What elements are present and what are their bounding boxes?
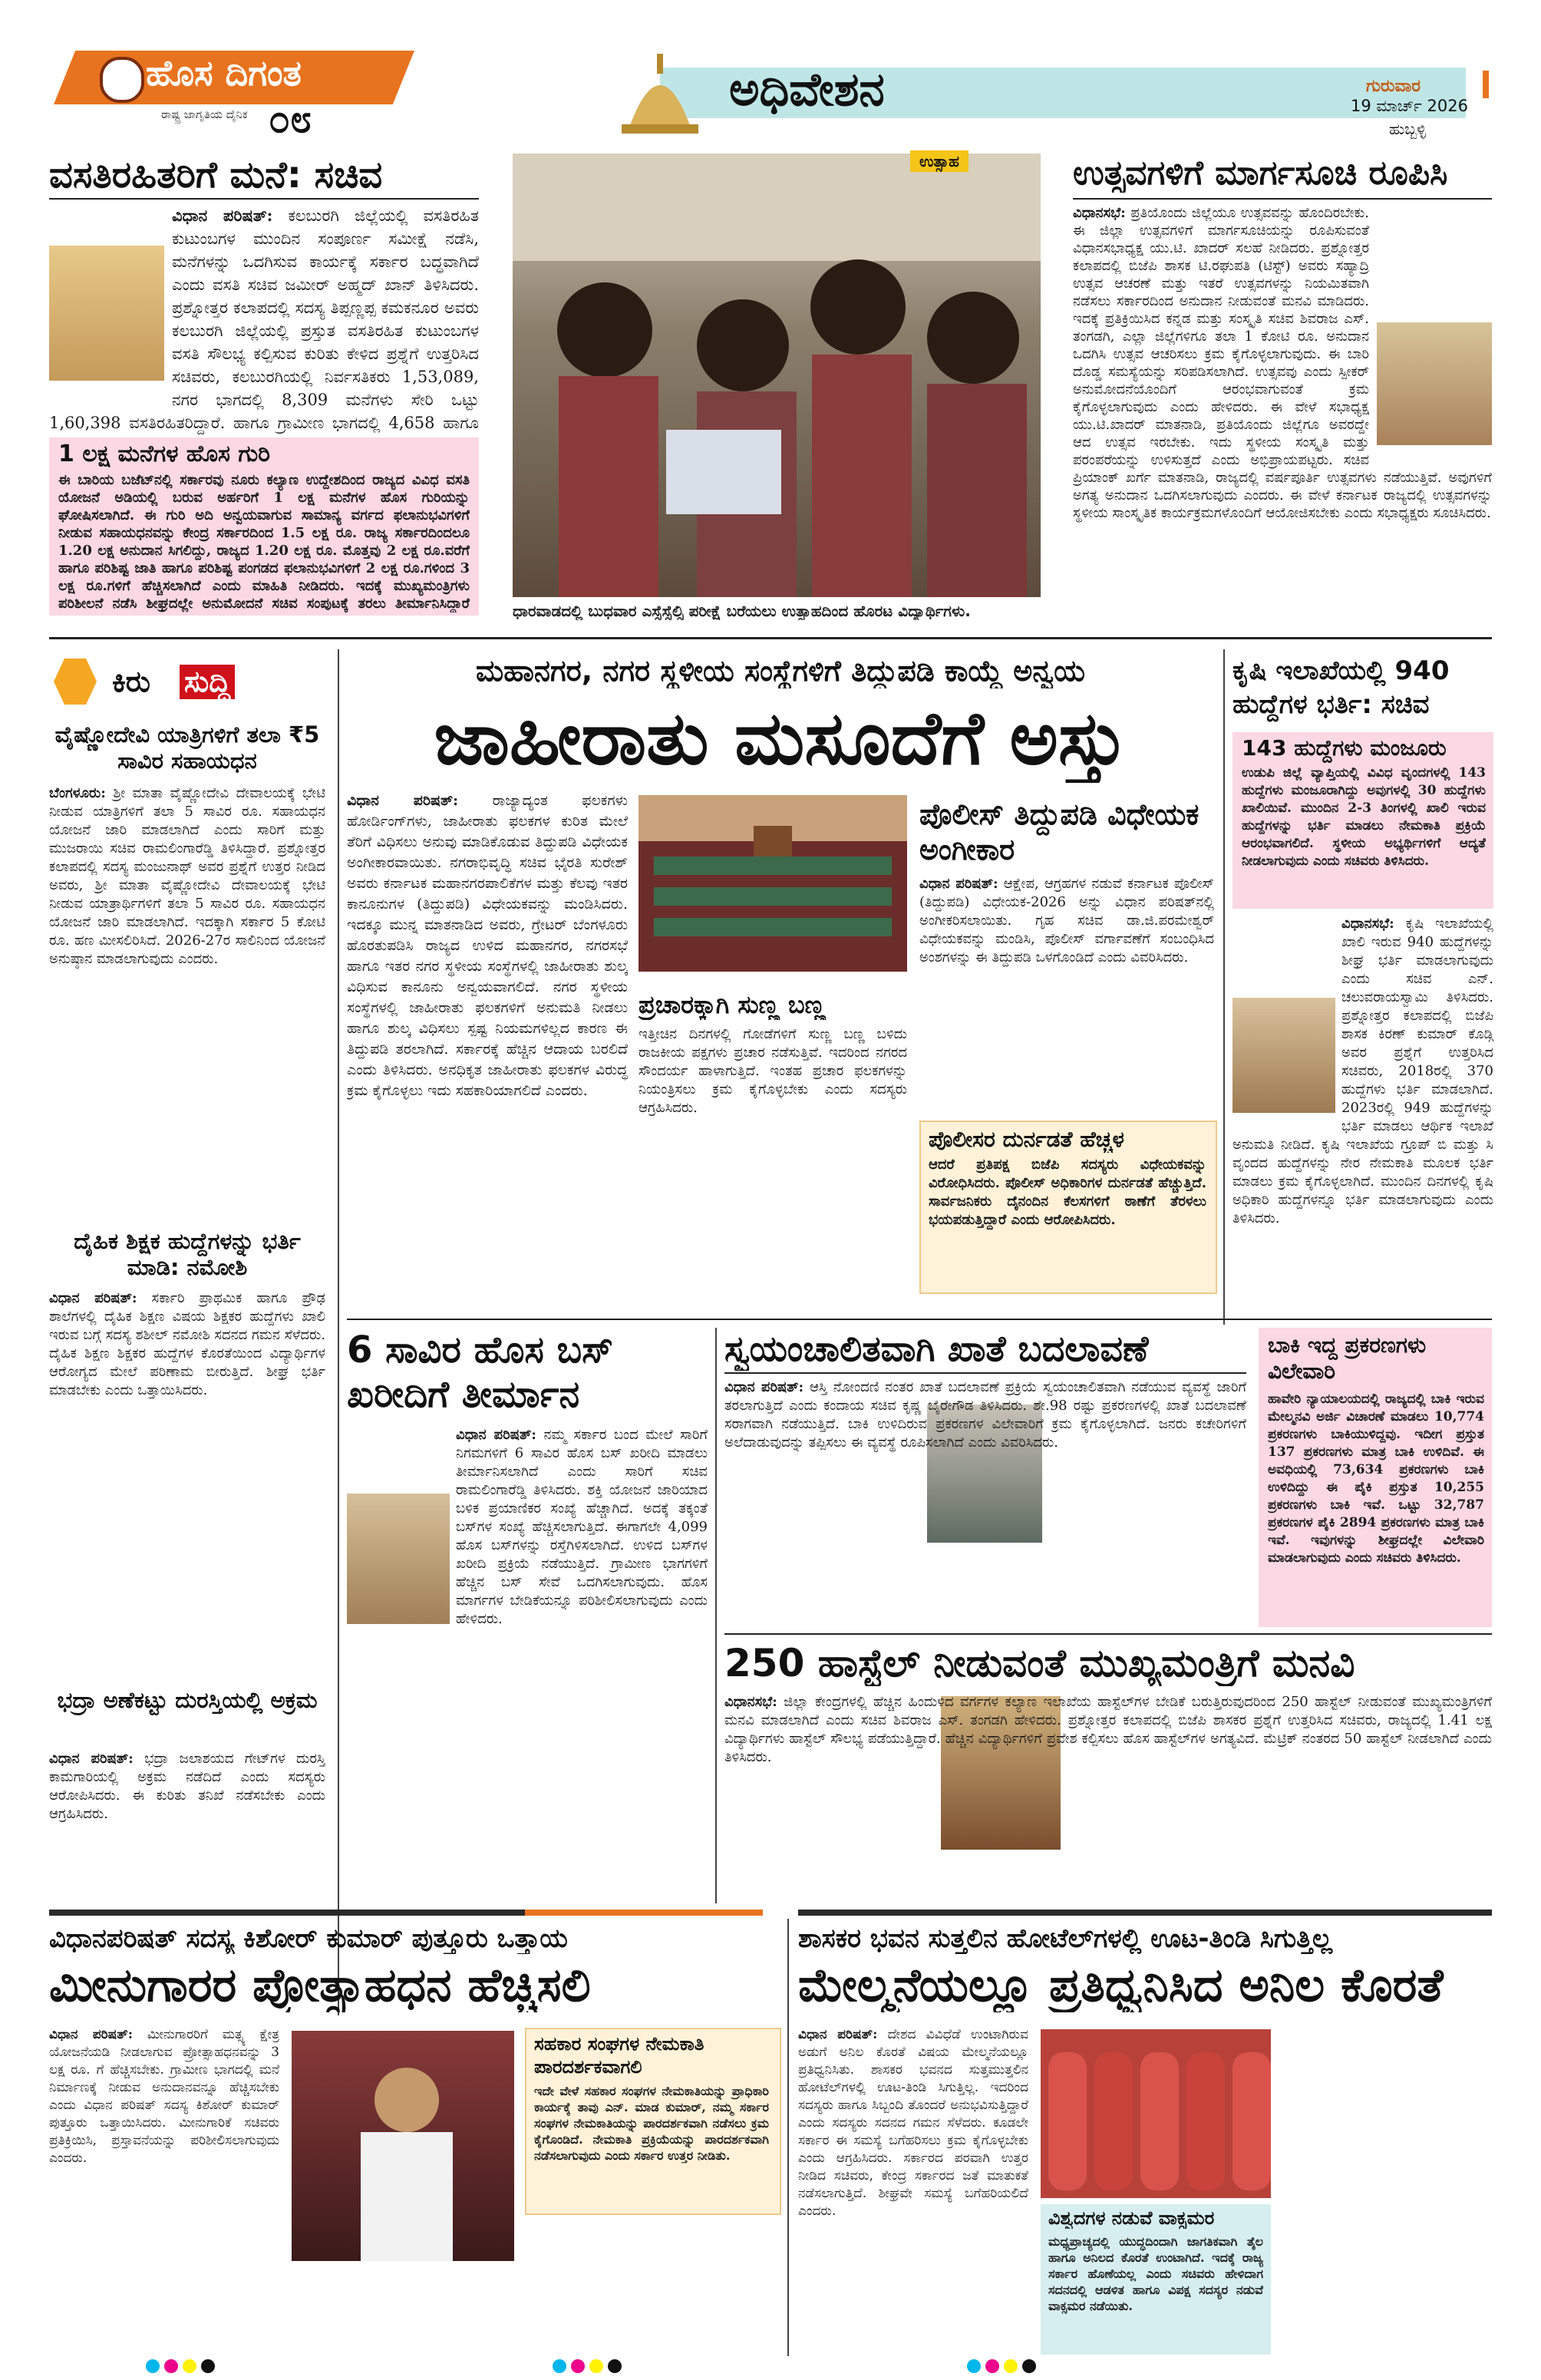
kirusuddi-badge (49, 654, 279, 709)
lead-headline: ಜಾಹೀರಾತು ಮಸೂದೆಗೆ ಅಸ್ತು (434, 695, 1127, 781)
hotel-box-text: ಮಧ್ಯಪ್ರಾಚ್ಯದಲ್ಲಿ ಯುದ್ಧದಿಂದಾಗಿ ಜಾಗತಿಕವಾಗಿ ತೈಲ ಹಾಗೂ ಅನಿಲದ ಕೊರತೆ ಉಂಟಾಗಿದೆ. ಇದಕ್ಕೆ ರಾಜ್ಯ ಸರ್ಕಾರ ಹೊಣೆಯಲ್ಲ ಎಂದು ಸಚಿವರು ಹೇಳಿದಾಗ ಸದನದಲ್ಲಿ ಆಡಳಿತ ಹಾಗೂ ವಿಪಕ್ಷ ಸದಸ್ಯರ ನಡುವೆ ವಾಕ್ಸಮರ ನಡೆಯಿತು. (1048, 2234, 1263, 2313)
kirusuddi-title-b: ಸುದ್ದಿ (180, 665, 235, 699)
festivals-headline: ಉತ್ಸವಗಳಿಗೆ ಮಾರ್ಗಸೂಚಿ ರೂಪಿಸಿ (1073, 153, 1448, 193)
lead-sub1: ಪೊಲೀಸ್ ತಿದ್ದುಪಡಿ ವಿಧೇಯಕ ಅಂಗೀಕಾರ (919, 797, 1199, 867)
page-number: ೦೮ (269, 97, 312, 141)
kirusuddi-b3: ವಿಧಾನ ಪರಿಷತ್: ಭದ್ರಾ ಜಲಾಶಯದ ಗೇಟ್‌ಗಳ ದುರಸ್ತಿ ಕಾಮಗಾರಿಯಲ್ಲಿ ಅಕ್ರಮ ನಡೆದಿದೆ ಎಂದು ಸದಸ್ಯರು ಆರೋಪಿಸಿದರು. ಈ ಕುರಿತು ತನಿಖೆ ನಡೆಸಬೇಕು ಎಂದು ಆಗ್ರಹಿಸಿದರು. (49, 1751, 325, 1822)
transfer-body: ವಿಧಾನ ಪರಿಷತ್: ಆಸ್ತಿ ನೋಂದಣಿ ನಂತರ ಖಾತೆ ಬದಲಾವಣೆ ಪ್ರಕ್ರಿಯೆ ಸ್ವಯಂಚಾಲಿತವಾಗಿ ನಡೆಯುವ ವ್ಯವಸ್ಥೆ ಜಾರಿಗೆ ತರಲಾಗುತ್ತಿದೆ ಎಂದು ಕಂದಾಯ ಸಚಿವ ಕೃಷ್ಣ ಬೈರೇಗೌಡ ತಿಳಿಸಿದರು. ಶೇ.98 ರಷ್ಟು ಪ್ರಕರಣಗಳಲ್ಲಿ ಖಾತೆ ಬದಲಾವಣೆ ಸರಾಗವಾಗಿ ನಡೆಯುತ್ತಿದೆ. ಬಾಕಿ ಉಳಿದಿರುವ ಪ್ರಕರಣಗಳ ವಿಲೇವಾರಿಗೆ ಕ್ರಮ ಕೈಗೊಳ್ಳಲಾಗಿದೆ. ಜನರು ಕಚೇರಿಗಳಿಗೆ ಅಲೆದಾಡುವುದನ್ನು ತಪ್ಪಿಸಲು ಈ ವ್ಯವಸ್ಥೆ ರೂಪಿಸಲಾಗಿದೆ ಎಂದು ವಿವರಿಸಿದರು. (724, 1379, 1246, 1451)
fish-box-text: ಇದೇ ವೇಳೆ ಸಹಕಾರ ಸಂಘಗಳ ನೇಮಕಾತಿಯನ್ನು ಪ್ರಾಧಿಕಾರಿ ಕಾರ್ಯಕ್ಕೆ ತಾವು ಎನ್. ಮಾಡ ಕುಮಾರ್, ನಮ್ಮ ಸರ್ಕಾರ ಸಂಘಗಳ ನೇಮಕಾತಿಯನ್ನು ಪಾರದರ್ಶಕವಾಗಿ ನಡೆಸಲು ಕ್ರಮ ಕೈಗೊಂಡಿದೆ. ನೇಮಕಾತಿ ಪ್ರಕ್ರಿಯೆಯನ್ನು ಪಾರದರ್ಶಕವಾಗಿ ನಡೆಸಲಾಗುವುದು ಎಂದು ಸರ್ಕಾರ ಉತ್ತರ ನೀಡಿತು. (534, 2084, 769, 2163)
row4-bar-left (49, 1910, 525, 1916)
fish-box-title: ಸಹಕಾರ ಸಂಘಗಳ ನೇಮಕಾತಿ ಪಾರದರ್ಶಕವಾಗಲಿ (534, 2033, 705, 2078)
housing-dateline: ವಿಧಾನ ಪರಿಷತ್: (172, 206, 273, 225)
lead-body: ವಿಧಾನ ಪರಿಷತ್: ರಾಜ್ಯಾದ್ಯಂತ ಫಲಕಗಳು ಹೋರ್ಡಿಂಗ್‌ಗಳು, ಜಾಹೀರಾತು ಫಲಕಗಳ ಕುರಿತ ಮೇಲೆ ತೆರಿಗೆ ವಿಧಿಸಲು ಅನುವು ಮಾಡಿಕೊಡುವ ತಿದ್ದುಪಡಿ ವಿಧೇಯಕ ಅಂಗೀಕಾರವಾಯಿತು. ನಗರಾಭಿವೃದ್ಧಿ ಸಚಿವ ಭೈರತಿ ಸುರೇಶ್ ಅವರು ಕರ್ನಾಟಕ ಮಹಾನಗರಪಾಲಿಕೆಗಳ ಮತ್ತು ಕೆಲವು ಇತರ ಕಾನೂನುಗಳ (ತಿದ್ದುಪಡಿ) ವಿಧೇಯಕವನ್ನು ಮಂಡಿಸಿದರು. ಇದಕ್ಕೂ ಮುನ್ನ ಮಾತನಾಡಿದ ಅವರು, ಗ್ರೇಟರ್ ಬೆಂಗಳೂರು ಹೊರತುಪಡಿಸಿ ರಾಜ್ಯದ ಉಳಿದ ಮಹಾನಗರ, ನಗರಸಭೆ ಹಾಗೂ ಇತರ ನಗರ ಸ್ಥಳೀಯ ಸಂಸ್ಥೆಗಳಲ್ಲಿ ಜಾಹೀರಾತು ಶುಲ್ಕ ವಿಧಿಸುವ ಕಾನೂನು ಅನ್ವಯವಾಗಲಿದೆ. ನಗರ ಸ್ಥಳೀಯ ಸಂಸ್ಥೆಗಳಲ್ಲಿ ಜಾಹೀರಾತು ಫಲಕಗಳಿಗೆ ಅನುಮತಿ ನೀಡಲು ಹಾಗೂ ಶುಲ್ಕ ವಿಧಿಸಲು ಸ್ಪಷ್ಟ ನಿಯಮಗಳಿಲ್ಲದ ಕಾರಣ ಈ ತಿದ್ದುಪಡಿ ತರಲಾಗಿದೆ. ಸರ್ಕಾರಕ್ಕೆ ಹೆಚ್ಚಿನ ಆದಾಯ ಬರಲಿದೆ ಎಂದು ತಿಳಿಸಿದರು. ಅನಧಿಕೃತ ಜಾಹೀರಾತು ಫಲಕಗಳ ವಿರುದ್ಧ ಕ್ರಮ ಕೈಗೊಳ್ಳಲು ಇದು ಸಹಕಾರಿಯಾಗಲಿದೆ ಎಂದರು. (347, 792, 628, 1099)
lead-sub2: ಪ್ರಚಾರಕ್ಕಾಗಿ ಸುಣ್ಣ ಬಣ್ಣ (639, 990, 826, 1019)
photo-caption: ಧಾರವಾಡದಲ್ಲಿ ಬುಧವಾರ ಎಸ್ಸೆಸ್ಸೆಲ್ಸಿ ಪರೀಕ್ಷೆ ಬರೆಯಲು ಉತ್ಸಾಹದಿಂದ ಹೊರಟ ವಿದ್ಯಾರ್ಥಿಗಳು. (513, 602, 971, 620)
registration-marks-center (553, 2359, 626, 2376)
hotel-headline: ಮೇಲ್ಮನೆಯಲ್ಲೂ ಪ್ರತಿಧ್ವನಿಸಿದ ಅನಿಲ ಕೊರತೆ (798, 1959, 1444, 2012)
assembly-photo (639, 795, 907, 972)
hostel-body: ವಿಧಾನಸಭೆ: ಜಿಲ್ಲಾ ಕೇಂದ್ರಗಳಲ್ಲಿ ಹೆಚ್ಚಿನ ಹಿಂದುಳಿದ ವರ್ಗಗಳ ಕಲ್ಯಾಣ ಇಲಾಖೆಯ ಹಾಸ್ಟೆಲ್‌ಗಳ ಬೇಡಿಕೆ ಬರುತ್ತಿರುವುದರಿಂದ 250 ಹಾಸ್ಟೆಲ್ ನೀಡುವಂತೆ ಮುಖ್ಯಮಂತ್ರಿಗಳಿಗೆ ಮನವಿ ಮಾಡಲಾಗಿದೆ ಎಂದು ಸಚಿವ ಶಿವರಾಜ ಎಸ್. ತಂಗಡಗಿ ಹೇಳಿದರು. ಪ್ರಶ್ನೋತ್ತರ ಕಲಾಪದಲ್ಲಿ ಬಿಜೆಪಿ ಶಾಸಕರ ಪ್ರಶ್ನೆಗೆ ಉತ್ತರಿಸಿದ ಸಚಿವರು, ರಾಜ್ಯದಲ್ಲಿ 1.41 ಲಕ್ಷ ವಿದ್ಯಾರ್ಥಿಗಳು ಹಾಸ್ಟೆಲ್ ಸೌಲಭ್ಯ ಪಡೆಯುತ್ತಿದ್ದಾರೆ. ಹೆಚ್ಚಿನ ವಿದ್ಯಾರ್ಥಿಗಳಿಗೆ ಪ್ರವೇಶ ಕಲ್ಪಿಸಲು ಹೊಸ ಹಾಸ್ಟೆಲ್‌ಗಳ ಅಗತ್ಯವಿದೆ. ಮೆಟ್ರಿಕ್ ನಂತರದ 50 ಹಾಸ್ಟೆಲ್ ನೀಡಲಾಗಿದೆ ಎಂದು ತಿಳಿಸಿದರು. (724, 1694, 1492, 1765)
lead-sub3-body: ಆದರೆ ಪ್ರತಿಪಕ್ಷ ಬಿಜೆಪಿ ಸದಸ್ಯರು ವಿಧೇಯಕವನ್ನು ವಿರೋಧಿಸಿದರು. ಪೊಲೀಸ್ ಅಧಿಕಾರಿಗಳ ದುರ್ನಡತೆ ಹೆಚ್ಚುತ್ತಿದೆ. ಸಾರ್ವಜನಿಕರು ದೈನಂದಿನ ಕೆಲಸಗಳಿಗೆ ಠಾಣೆಗೆ ತೆರಳಲು ಭಯಪಡುತ್ತಿದ್ದಾರೆ ಎಂದು ಆರೋಪಿಸಿದರು. (929, 1157, 1206, 1228)
row4-bar-left-accent (525, 1910, 763, 1916)
bus-body: ವಿಧಾನ ಪರಿಷತ್: ನಮ್ಮ ಸರ್ಕಾರ ಬಂದ ಮೇಲೆ ಸಾರಿಗೆ ನಿಗಮಗಳಿಗೆ 6 ಸಾವಿರ ಹೊಸ ಬಸ್ ಖರೀದಿ ಮಾಡಲು ತೀರ್ಮಾನಿಸಲಾಗಿದೆ ಎಂದು ಸಾರಿಗೆ ಸಚಿವ ರಾಮಲಿಂಗಾರೆಡ್ಡಿ ತಿಳಿಸಿದರು. ಶಕ್ತಿ ಯೋಜನೆ ಜಾರಿಯಾದ ಬಳಿಕ ಪ್ರಯಾಣಿಕರ ಸಂಖ್ಯೆ ಹೆಚ್ಚಾಗಿದೆ. ಅದಕ್ಕೆ ತಕ್ಕಂತೆ ಬಸ್‌ಗಳ ಸಂಖ್ಯೆ ಹೆಚ್ಚಿಸಲಾಗುತ್ತಿದೆ. ಈಗಾಗಲೇ 4,099 ಹೊಸ ಬಸ್‌ಗಳನ್ನು ರಸ್ತೆಗಿಳಿಸಲಾಗಿದೆ. ಉಳಿದ ಬಸ್‌ಗಳ ಖರೀದಿ ಪ್ರಕ್ರಿಯೆ ನಡೆಯುತ್ತಿದೆ. ಗ್ರಾಮೀಣ ಭಾಗಗಳಿಗೆ ಹೆಚ್ಚಿನ ಬಸ್ ಸೇವೆ ಒದಗಿಸಲಾಗುವುದು. ಹೊಸ ಮಾರ್ಗಗಳ ಬೇಡಿಕೆಯನ್ನೂ ಪರಿಶೀಲಿಸಲಾಗುವುದು ಎಂದು ಹೇಳಿದರು. (456, 1427, 708, 1627)
brand-emblem-icon (100, 57, 144, 103)
housing-box-title: 1 ಲಕ್ಷ ಮನೆಗಳ ಹೊಸ ಗುರಿ (58, 441, 270, 467)
agri-box-title: 143 ಹುದ್ದೆಗಳು ಮಂಜೂರು (1242, 735, 1447, 761)
students-photo (513, 153, 1041, 597)
kirusuddi-b1: ಬೆಂಗಳೂರು: ಶ್ರೀ ಮಾತಾ ವೈಷ್ಣೋದೇವಿ ದೇವಾಲಯಕ್ಕೆ ಭೇಟಿ ನೀಡುವ ಯಾತ್ರಿಗಳಿಗೆ ತಲಾ 5 ಸಾವಿರ ರೂ. ಸಹಾಯಧನ ಯೋಜನೆ ಜಾರಿ ಮಾಡಲಾಗಿದೆ ಎಂದು ಸಾರಿಗೆ ಮತ್ತು ಮುಜರಾಯಿ ಸಚಿವ ರಾಮಲಿಂಗಾರೆಡ್ಡಿ ತಿಳಿಸಿದ್ದಾರೆ. ಪ್ರಶ್ನೋತ್ತರ ಕಲಾಪದಲ್ಲಿ ಸದಸ್ಯ ಮಂಜುನಾಥ್ ಅವರ ಪ್ರಶ್ನೆಗೆ ಉತ್ತರ ನೀಡಿದ ಅವರು, ಶ್ರೀ ಮಾತಾ ವೈಷ್ಣೋದೇವಿ ದೇವಾಲಯಕ್ಕೆ ಭೇಟಿ ನೀಡುವ ಯಾತ್ರಾರ್ಥಿಗಳಿಗೆ ತಲಾ 5 ಸಾವಿರ ರೂ. ಸಹಾಯಧನ ಯೋಜನೆ ಜಾರಿ ಮಾಡಲಾಗಿದೆ. ಇದಕ್ಕಾಗಿ ಸರ್ಕಾರ 5 ಕೋಟಿ ರೂ. ಹಣ ಮೀಸಲಿರಿಸಿದೆ. 2026-27ರ ಸಾಲಿನಿಂದ ಯೋಜನೆ ಅನುಷ್ಠಾನ ಮಾಡಲಾಗುವುದು ಎಂದರು. (49, 785, 325, 967)
day-label: ಗುರುವಾರ (1366, 77, 1421, 96)
fish-headline: ಮೀನುಗಾರರ ಪ್ರೋತ್ಸಾಹಧನ ಹೆಚ್ಚಿಸಲಿ (49, 1959, 591, 2012)
kirusuddi-title-a: ಕಿರು (112, 665, 150, 698)
date-label: 19 ಮಾರ್ಚ್ 2026 (1351, 97, 1468, 115)
dome-icon (614, 51, 706, 135)
housing-headline: ವಸತಿರಹಿತರಿಗೆ ಮನೆ: ಸಚಿವ (49, 153, 383, 196)
minister-speaking-photo (292, 2031, 514, 2261)
brand-tagline: ರಾಷ್ಟ್ರ ಜಾಗೃತಿಯ ದೈನಿಕ (161, 107, 248, 121)
hotel-kicker: ಶಾಸಕರ ಭವನ ಸುತ್ತಲಿನ ಹೋಟೆಲ್‌ಗಳಲ್ಲಿ ಊಟ-ತಿಂಡಿ ಸಿಗುತ್ತಿಲ್ಲ (798, 1923, 1333, 1954)
registration-marks-left (146, 2359, 219, 2376)
section-title: ಅಧಿವೇಶನ (729, 63, 885, 117)
edge-marker (1483, 71, 1489, 98)
gas-cylinders-photo (1041, 2029, 1271, 2198)
agri-body: ವಿಧಾನಸಭೆ: ಕೃಷಿ ಇಲಾಖೆಯಲ್ಲಿ ಖಾಲಿ ಇರುವ 940 ಹುದ್ದೆಗಳನ್ನು ಶೀಘ್ರ ಭರ್ತಿ ಮಾಡಲಾಗುವುದು ಎಂದು ಸಚಿವ ಎನ್. ಚಲುವರಾಯಸ್ವಾಮಿ ತಿಳಿಸಿದರು. ಪ್ರಶ್ನೋತ್ತರ ಕಲಾಪದಲ್ಲಿ ಬಿಜೆಪಿ ಶಾಸಕ ಕಿರಣ್ ಕುಮಾರ್ ಕೊಡ್ಗಿ ಅವರ ಪ್ರಶ್ನೆಗೆ ಉತ್ತರಿಸಿದ ಸಚಿವರು, 2018ರಲ್ಲಿ 370 ಹುದ್ದೆಗಳು ಭರ್ತಿ ಮಾಡಲಾಗಿದೆ. 2023ರಲ್ಲಿ 949 ಹುದ್ದೆಗಳನ್ನು ಭರ್ತಿ ಮಾಡಲು ಆರ್ಥಿಕ ಇಲಾಖೆ ಅನುಮತಿ ನೀಡಿದೆ. ಕೃಷಿ ಇಲಾಖೆಯ ಗ್ರೂಪ್ ಬಿ ಮತ್ತು ಸಿ ವೃಂದದ ಹುದ್ದೆಗಳನ್ನು ನೇರ ನೇಮಕಾತಿ ಮೂಲಕ ಭರ್ತಿ ಮಾಡಲು ಕ್ರಮ ಕೈಗೊಳ್ಳಲಾಗಿದೆ. ಮುಂದಿನ ದಿನಗಳಲ್ಲಿ ಕೃಷಿ ಅಧಿಕಾರಿ ಹುದ್ದೆಗಳನ್ನೂ ಭರ್ತಿ ಮಾಡಲಾಗುವುದು ಎಂದು ತಿಳಿಸಿದರು. (1232, 916, 1493, 1226)
row4-bar-right (798, 1910, 1492, 1916)
hostel-headline: 250 ಹಾಸ್ಟೆಲ್ ನೀಡುವಂತೆ ಮುಖ್ಯಮಂತ್ರಿಗೆ ಮನವಿ (724, 1641, 1355, 1685)
transfer-headline: ಸ್ವಯಂಚಾಲಿತವಾಗಿ ಖಾತೆ ಬದಲಾವಣೆ (724, 1328, 1149, 1369)
hotel-box-title: ವಿಶ್ವದಗಳ ನಡುವೆ ವಾಕ್ಸಮರ (1048, 2207, 1215, 2229)
housing-box-text: ಈ ಬಾರಿಯ ಬಜೆಟ್‌ನಲ್ಲಿ ಸರ್ಕಾರವು ನೂರು ಕಲ್ಯಾಣ ಉದ್ದೇಶದಿಂದ ರಾಜ್ಯದ ವಿವಿಧ ವಸತಿ ಯೋಜನೆ ಅಡಿಯಲ್ಲಿ ಬರುವ ಅರ್ಹರಿಗೆ 1 ಲಕ್ಷ ಮನೆಗಳ ಹೊಸ ಗುರಿಯನ್ನು ಘೋಷಿಸಲಾಗಿದೆ. ಈ ಗುರಿ ಅದಿ ಅನ್ವಯವಾಗುವ ಸಾಮಾನ್ಯ ವರ್ಗದ ಫಲಾನುಭವಿಗಳಿಗೆ ನೀಡುವ ಸಹಾಯಧನವನ್ನು ಕೇಂದ್ರ ಸರ್ಕಾರದಿಂದ 1.5 ಲಕ್ಷ ರೂ. ರಾಜ್ಯ ಸರ್ಕಾರದಿಂದಲೂ 1.20 ಲಕ್ಷ ಅನುದಾನ ಸಿಗಲಿದ್ದು, ರಾಜ್ಯದ 1.20 ಲಕ್ಷ ರೂ. ಮೊತ್ತವು 2 ಲಕ್ಷ ರೂ.ವರೆಗೆ ಹಾಗೂ ಪರಿಶಿಷ್ಟ ಜಾತಿ ಹಾಗೂ ಪರಿಶಿಷ್ಟ ಪಂಗಡದ ಫಲಾನುಭವಿಗಳಿಗೆ 2 ಲಕ್ಷ ರೂ.ಗಳಿಂದ 3 ಲಕ್ಷ ರೂ.ಗಳಿಗೆ ಹೆಚ್ಚಿಸಲಾಗಿದೆ ಎಂದು ಮಾಹಿತಿ ನೀಡಿದರು. ಇದಕ್ಕೆ ಮುಖ್ಯಮಂತ್ರಿಗಳು ಪರಿಶೀಲನೆ ನಡೆಸಿ ಶೀಘ್ರದಲ್ಲೇ ಅನುಮೋದನೆ ಸಚಿವ ಸಂಪುಟಕ್ಕೆ ತರಲು ತೀರ್ಮಾನಿಸಿದ್ದಾರೆ (58, 472, 470, 612)
registration-marks-right (967, 2359, 1041, 2376)
bus-headline: 6 ಸಾವಿರ ಹೊಸ ಬಸ್ ಖರೀದಿಗೆ ತೀರ್ಮಾನ (347, 1329, 614, 1416)
transfer-box-title: ಬಾಕಿ ಇದ್ದ ಪ್ರಕರಣಗಳು ವಿಲೇವಾರಿ (1268, 1332, 1427, 1384)
hotel-body-continued (1283, 2026, 1492, 2349)
kirusuddi-b2: ವಿಧಾನ ಪರಿಷತ್: ಸರ್ಕಾರಿ ಪ್ರಾಥಮಿಕ ಹಾಗೂ ಪ್ರೌಢ ಶಾಲೆಗಳಲ್ಲಿ ದೈಹಿಕ ಶಿಕ್ಷಣ ವಿಷಯ ಶಿಕ್ಷಕರ ಹುದ್ದೆಗಳು ಖಾಲಿ ಇರುವ ಬಗ್ಗೆ ಸದಸ್ಯ ಶಶೀಲ್ ನಮೋಶಿ ಸದನದ ಗಮನ ಸೆಳೆದರು. ದೈಹಿಕ ಶಿಕ್ಷಣ ಶಿಕ್ಷಕರ ಹುದ್ದೆಗಳ ಕೊರತೆಯಿಂದ ವಿದ್ಯಾರ್ಥಿಗಳ ಆರೋಗ್ಯದ ಮೇಲೆ ಪರಿಣಾಮ ಬೀರುತ್ತಿದೆ. ಶೀಘ್ರ ಭರ್ತಿ ಮಾಡಬೇಕು ಎಂದು ಒತ್ತಾಯಿಸಿದರು. (49, 1290, 325, 1398)
transfer-box-text: ಹಾವೇರಿ ನ್ಯಾಯಾಲಯದಲ್ಲಿ ರಾಜ್ಯದಲ್ಲಿ ಬಾಕಿ ಇರುವ ಮೇಲ್ಮನವಿ ಅರ್ಜಿ ವಿಚಾರಣೆ ಮಾಡಲು 10,774 ಪ್ರಕರಣಗಳು ಬಾಕಿಯುಳಿದ್ದವು. ಇದೀಗ ಪ್ರಸ್ತುತ 137 ಪ್ರಕರಣಗಳು ಮಾತ್ರ ಬಾಕಿ ಉಳಿದಿವೆ. ಈ ಅವಧಿಯಲ್ಲಿ 73,634 ಪ್ರಕರಣಗಳು ಬಾಕಿ ಉಳಿದಿದ್ದು ಈ ಪೈಕಿ ಪ್ರಸ್ತುತ 10,255 ಪ್ರಕರಣಗಳು ಬಾಕಿ ಇವೆ. ಒಟ್ಟು 32,787 ಪ್ರಕರಣಗಳ ಪೈಕಿ 2894 ಪ್ರಕರಣಗಳು ಮಾತ್ರ ಬಾಕಿ ಇವೆ. ಇವುಗಳನ್ನು ಶೀಘ್ರದಲ್ಲೇ ವಿಲೇವಾರಿ ಮಾಡಲಾಗುವುದು ಎಂದು ಸಚಿವರು ತಿಳಿಸಿದರು. (1268, 1391, 1484, 1566)
housing-text: ಕಲಬುರಗಿ ಜಿಲ್ಲೆಯಲ್ಲಿ ವಸತಿರಹಿತ ಕುಟುಂಬಗಳ ಮುಂದಿನ ಸಂಪೂರ್ಣ ಸಮೀಕ್ಷೆ ನಡೆಸಿ, ಮನೆಗಳನ್ನು ಒದಗಿಸುವ ಕಾರ್ಯಕ್ಕೆ ಸರ್ಕಾರ ಬದ್ಧವಾಗಿದೆ ಎಂದು ವಸತಿ ಸಚಿವ ಜಮೀರ್ ಅಹ್ಮದ್ ಖಾನ್ ತಿಳಿಸಿದರು. ಪ್ರಶ್ನೋತ್ತರ ಕಲಾಪದಲ್ಲಿ ಸದಸ್ಯ ತಿಪ್ಪಣ್ಣಪ್ಪ ಕಮಕನೂರ ಅವರು ಕಲಬುರಗಿ ಜಿಲ್ಲೆಯಲ್ಲಿ ಪ್ರಸ್ತುತ ವಸತಿರಹಿತ ಕುಟುಂಬಗಳ ವಸತಿ ಸೌಲಭ್ಯ ಕಲ್ಪಿಸುವ ಕುರಿತು ಕೇಳಿದ ಪ್ರಶ್ನೆಗೆ ಉತ್ತರಿಸಿದ ಸಚಿವರು, ಕಲಬುರಗಿಯಲ್ಲಿ ನಿರ್ವಸತಿಕರು 1,53,089, ನಗರ ಭಾಗದಲ್ಲಿ 8,309 ಮನೆಗಳು ಸೇರಿ ಒಟ್ಟು 1,60,398 ವಸತಿರಹಿತರಿದ್ದಾರೆ. ಹಾಗೂ ಗ್ರಾಮೀಣ ಭಾಗದಲ್ಲಿ 4,658 ಹಾಗೂ (49, 206, 479, 432)
hotel-body: ವಿಧಾನ ಪರಿಷತ್: ದೇಶದ ವಿವಿಧೆಡೆ ಉಂಟಾಗಿರುವ ಅಡುಗೆ ಅನಿಲ ಕೊರತೆ ವಿಷಯ ಮೇಲ್ಮನೆಯಲ್ಲೂ ಪ್ರತಿಧ್ವನಿಸಿತು. ಶಾಸಕರ ಭವನದ ಸುತ್ತಮುತ್ತಲಿನ ಹೋಟೆಲ್‌ಗಳಲ್ಲಿ ಊಟ-ತಿಂಡಿ ಸಿಗುತ್ತಿಲ್ಲ. ಇದರಿಂದ ಸದಸ್ಯರು ಹಾಗೂ ಸಿಬ್ಬಂದಿ ತೊಂದರೆ ಅನುಭವಿಸುತ್ತಿದ್ದಾರೆ ಎಂದು ಸದಸ್ಯರು ಸದನದ ಗಮನ ಸೆಳೆದರು. ಕೂಡಲೇ ಸರ್ಕಾರ ಈ ಸಮಸ್ಯೆ ಬಗೆಹರಿಸಲು ಕ್ರಮ ಕೈಗೊಳ್ಳಬೇಕು ಎಂದು ಆಗ್ರಹಿಸಿದರು. ಸರ್ಕಾರದ ಪರವಾಗಿ ಉತ್ತರ ನೀಡಿದ ಸಚಿವರು, ಕೇಂದ್ರ ಸರ್ಕಾರದ ಜತೆ ಮಾತುಕತೆ ನಡೆಸಲಾಗುತ್ತಿದೆ. ಶೀಘ್ರವೇ ಸಮಸ್ಯೆ ಬಗೆಹರಿಯಲಿದೆ ಎಂದರು. (798, 2027, 1028, 2219)
agri-headline: ಕೃಷಿ ಇಲಾಖೆಯಲ್ಲಿ 940 ಹುದ್ದೆಗಳ ಭರ್ತಿ: ಸಚಿವ (1232, 655, 1450, 720)
festivals-body (1073, 204, 1492, 616)
kirusuddi-h1: ವೈಷ್ಣೋದೇವಿ ಯಾತ್ರಿಗಳಿಗೆ ತಲಾ ₹5 ಸಾವಿರ ಸಹಾಯಧನ (54, 721, 320, 774)
kirusuddi-icon (54, 659, 97, 705)
masthead (0, 0, 1541, 146)
agri-box-text: ಉಡುಪಿ ಜಿಲ್ಲೆ ವ್ಯಾಪ್ತಿಯಲ್ಲಿ ವಿವಿಧ ವೃಂದಗಳಲ್ಲಿ 143 ಹುದ್ದೆಗಳು ಮಂಜೂರಾಗಿದ್ದು ಅವುಗಳಲ್ಲಿ 30 ಹುದ್ದೆಗಳು ಖಾಲಿಯಿವೆ. ಮುಂದಿನ 2-3 ತಿಂಗಳಲ್ಲಿ ಖಾಲಿ ಇರುವ ಹುದ್ದೆಗಳನ್ನು ಭರ್ತಿ ಮಾಡಲು ನೇಮಕಾತಿ ಪ್ರಕ್ರಿಯೆ ಆರಂಭವಾಗಲಿದೆ. ಸ್ಥಳೀಯ ಅಭ್ಯರ್ಥಿಗಳಿಗೆ ಆದ್ಯತೆ ನೀಡಲಾಗುವುದು ಎಂದು ಸಚಿವರು ತಿಳಿಸಿದರು. (1242, 765, 1486, 869)
festivals-dateline: ವಿಧಾನಸಭೆ: (1073, 205, 1126, 221)
kirusuddi-h3: ಭದ್ರಾ ಅಣೆಕಟ್ಟು ದುರಸ್ತಿಯಲ್ಲಿ ಅಕ್ರಮ (57, 1687, 318, 1713)
kirusuddi-h2: ದೈಹಿಕ ಶಿಕ್ಷಕ ಹುದ್ದೆಗಳನ್ನು ಭರ್ತಿ ಮಾಡಿ: ನಮೋಶಿ (74, 1228, 301, 1280)
lead-kicker: ಮಹಾನಗರ, ನಗರ ಸ್ಥಳೀಯ ಸಂಸ್ಥೆಗಳಿಗೆ ತಿದ್ದುಪಡಿ ಕಾಯ್ದೆ ಅನ್ವಯ (476, 654, 1085, 688)
festivals-text: ಪ್ರತಿಯೊಂದು ಜಿಲ್ಲೆಯೂ ಉತ್ಸವವನ್ನು ಹೊಂದಿರಬೇಕು. ಈ ಜಿಲ್ಲಾ ಉತ್ಸವಗಳಿಗೆ ಮಾರ್ಗಸೂಚಿಯನ್ನು ರೂಪಿಸುವಂತೆ ವಿಧಾನಸಭಾಧ್ಯಕ್ಷ ಯು.ಟಿ. ಖಾದರ್ ಸಲಹೆ ನೀಡಿದರು. ಪ್ರಶ್ನೋತ್ತರ ಕಲಾಪದಲ್ಲಿ ಬಿಜೆಪಿ ಶಾಸಕ ಟಿ.ರಘುಪತಿ (ಟಿಸ್ಟ್) ಅವರು ಸಹ್ಯಾದ್ರಿ ಉತ್ಸವ ಆಚರಣೆ ಮತ್ತು ಇತರೆ ಉತ್ಸವಗಳನ್ನು ನಿಯಮಿತವಾಗಿ ನಡೆಸಲು ಸರ್ಕಾರದಿಂದ ಅನುದಾನ ನೀಡುವಂತೆ ಮನವಿ ಮಾಡಿದರು. ಇದಕ್ಕೆ ಪ್ರತಿಕ್ರಿಯಿಸಿದ ಕನ್ನಡ ಮತ್ತು ಸಂಸ್ಕೃತಿ ಸಚಿವ ಶಿವರಾಜ ಎಸ್. ತಂಗಡಗಿ, ಎಲ್ಲಾ ಜಿಲ್ಲೆಗಳಿಗೂ ತಲಾ 1 ಕೋಟಿ ರೂ. ಅನುದಾನ ಒದಗಿಸಿ ಉತ್ಸವ ಆಚರಿಸಲು ಕ್ರಮ ಕೈಗೊಳ್ಳಲಾಗುವುದು. ಈ ಬಾರಿ ದೊಡ್ಡ ಸಮಸ್ಯೆಯನ್ನು ಸರಿಪಡಿಸಲಾಗಿದೆ. ಉತ್ಸವವು ಎಂದು ಸ್ಪೀಕರ್ ಅನುಮೋದನೆಯೊಂದಿಗೆ ಆರಂಭವಾಗುವಂತೆ ಕ್ರಮ ಕೈಗೊಳ್ಳಲಾಗುವುದು ಎಂದು ಹೇಳಿದರು. ಈ ವೇಳೆ ಸಭಾಧ್ಯಕ್ಷ ಯು.ಟಿ.ಖಾದರ್ ಮಾತನಾಡಿ, ಪ್ರತಿಯೊಂದು ಜಿಲ್ಲೆಗೂ ಅವರದ್ದೇ ಆದ ಉತ್ಸವ ಇರಬೇಕು. ಇದು ಸ್ಥಳೀಯ ಸಂಸ್ಕೃತಿ ಮತ್ತು ಪರಂಪರೆಯನ್ನು ಉಳಿಸುತ್ತದೆ ಎಂದು ಅಭಿಪ್ರಾಯಪಟ್ಟರು. ಸಚಿವ ಪ್ರಿಯಾಂಕ್ ಖರ್ಗೆ ಮಾತನಾಡಿ, ರಾಜ್ಯದಲ್ಲಿ ವರ್ಷಪೂರ್ತಿ ಉತ್ಸವಗಳು ನಡೆಯುತ್ತಿವೆ. ಅವುಗಳಿಗೆ ಅಗತ್ಯ ಅನುದಾನ ಒದಗಿಸಲಾಗುವುದು ಎಂದರು. ಈ ವೇಳೆ ಕರ್ನಾಟಕ ರಾಜ್ಯದಲ್ಲಿ ಉತ್ಸವಗಳನ್ನು ಸ್ಥಳೀಯ ಸಾಂಸ್ಕೃತಿಕ ಕಾರ್ಯಕ್ರಮಗಳೊಂದಿಗೆ ಆಯೋಜಿಸಬೇಕು ಎಂದು ಸಭಾಧ್ಯಕ್ಷರು ಸೂಚಿಸಿದರು. (1073, 205, 1492, 521)
brand-name: ಹೊಸ ದಿಗಂತ (146, 52, 302, 94)
city-label: ಹುಬ್ಬಳ್ಳಿ (1389, 120, 1427, 138)
lead-sub1-body: ವಿಧಾನ ಪರಿಷತ್: ಆಕ್ಷೇಪ, ಆಗ್ರಹಗಳ ನಡುವೆ ಕರ್ನಾಟಕ ಪೊಲೀಸ್ (ತಿದ್ದುಪಡಿ) ವಿಧೇಯಕ-2026 ಅನ್ನು ವಿಧಾನ ಪರಿಷತ್‌ನಲ್ಲಿ ಅಂಗೀಕರಿಸಲಾಯಿತು. ಗೃಹ ಸಚಿವ ಡಾ.ಜಿ.ಪರಮೇಶ್ವರ್ ವಿಧೇಯಕವನ್ನು ಮಂಡಿಸಿ, ಪೊಲೀಸ್ ವರ್ಗಾವಣೆಗೆ ಸಂಬಂಧಿಸಿದ ಅಂಶಗಳನ್ನು ಈ ತಿದ್ದುಪಡಿ ಒಳಗೊಂಡಿದೆ ಎಂದು ವಿವರಿಸಿದರು. (919, 876, 1214, 966)
lead-sub3: ಪೊಲೀಸರ ದುರ್ನಡತೆ ಹೆಚ್ಚಳ (929, 1127, 1124, 1152)
housing-body (49, 204, 479, 434)
photo-label: ಉತ್ಸಾಹ (910, 150, 968, 172)
fish-kicker: ವಿಧಾನಪರಿಷತ್ ಸದಸ್ಯ ಕಿಶೋರ್ ಕುಮಾರ್ ಪುತ್ತೂರು ಒತ್ತಾಯ (49, 1923, 568, 1954)
fish-body: ವಿಧಾನ ಪರಿಷತ್: ಮೀನುಗಾರರಿಗೆ ಮತ್ಸ್ಯ ಕ್ಷೇತ್ರ ಯೋಜನೆಯಡಿ ನೀಡಲಾಗುವ ಪ್ರೋತ್ಸಾಹಧನವನ್ನು 3 ಲಕ್ಷ ರೂ. ಗೆ ಹೆಚ್ಚಿಸಬೇಕು. ಗ್ರಾಮೀಣ ಭಾಗದಲ್ಲಿ ಮನೆ ನಿರ್ಮಾಣಕ್ಕೆ ನೀಡುವ ಅನುದಾನವನ್ನೂ ಹೆಚ್ಚಿಸಬೇಕು ಎಂದು ವಿಧಾನ ಪರಿಷತ್ ಸದಸ್ಯ ಕಿಶೋರ್ ಕುಮಾರ್ ಪುತ್ತೂರು ಒತ್ತಾಯಿಸಿದರು. ಮೀನುಗಾರಿಕೆ ಸಚಿವರು ಪ್ರತಿಕ್ರಿಯಿಸಿ, ಪ್ರಸ್ತಾವನೆಯನ್ನು ಪರಿಶೀಲಿಸಲಾಗುವುದು ಎಂದರು. (49, 2027, 279, 2166)
lead-sub2-body: ಇತ್ತೀಚಿನ ದಿನಗಳಲ್ಲಿ ಗೋಡೆಗಳಿಗೆ ಸುಣ್ಣ ಬಣ್ಣ ಬಳಿದು ರಾಜಕೀಯ ಪಕ್ಷಗಳು ಪ್ರಚಾರ ನಡೆಸುತ್ತಿವೆ. ಇದರಿಂದ ನಗರದ ಸೌಂದರ್ಯ ಹಾಳಾಗುತ್ತಿದೆ. ಇಂತಹ ಪ್ರಚಾರ ಫಲಕಗಳನ್ನು ನಿಯಂತ್ರಿಸಲು ಕ್ರಮ ಕೈಗೊಳ್ಳಬೇಕು ಎಂದು ಸದಸ್ಯರು ಆಗ್ರಹಿಸಿದರು. (639, 1026, 907, 1116)
fish-body-continued (292, 2272, 778, 2356)
